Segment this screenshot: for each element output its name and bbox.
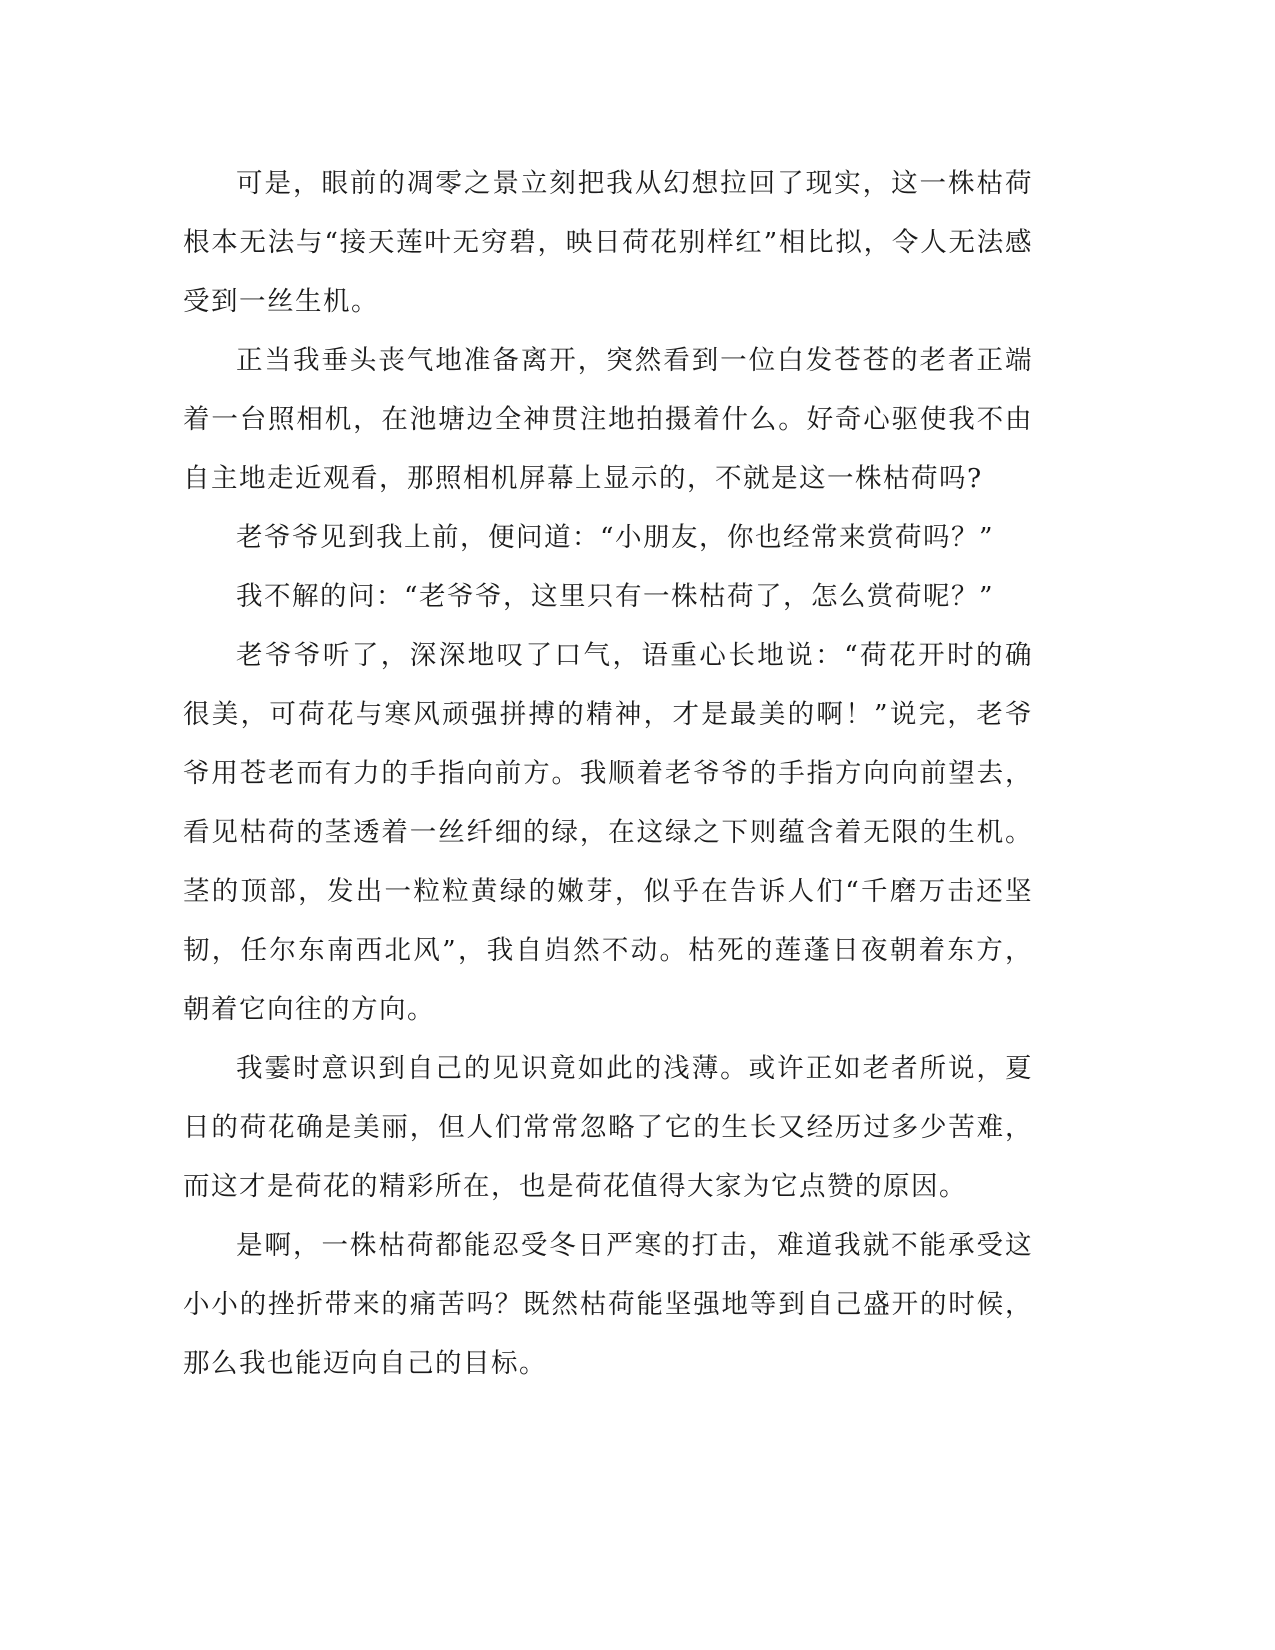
paragraph-4: 我不解的问：“老爷爷，这里只有一株枯荷了，怎么赏荷呢？” (236, 581, 995, 612)
paragraph-1: 可是，眼前的凋零之景立刻把我从幻想拉回了现实，这一株枯荷根本无法与“接天莲叶无穷碧，映日荷花别样红”相比拟，令人无法感受到一丝生机。 (183, 168, 1033, 317)
paragraph-3: 老爷爷见到我上前，便问道：“小朋友，你也经常来赏荷吗？” (236, 522, 995, 553)
paragraph-7: 是啊，一株枯荷都能忍受冬日严寒的打击，难道我就不能承受这小小的挫折带来的痛苦吗？既然枯荷能坚强地等到自己盛开的时候，那么我也能迈向自己的目标。 (183, 1230, 1033, 1379)
paragraph-6: 我霎时意识到自己的见识竟如此的浅薄。或许正如老者所说，夏日的荷花确是美丽，但人们常常忽略了它的生长又经历过多少苦难，而这才是荷花的精彩所在，也是荷花值得大家为它点赞的原因。 (183, 1053, 1033, 1202)
body-text (183, 154, 1033, 1393)
paragraph-5: 老爷爷听了，深深地叹了口气，语重心长地说：“荷花开时的确很美，可荷花与寒风顽强拼搏的精神，才是最美的啊！”说完，老爷爷用苍老而有力的手指向前方。我顺着老爷爷的手指方向向前望去，看见枯荷的茎透着一丝纤细的绿，在这绿之下则蕴含着无限的生机。茎的顶部，发出一粒粒黄绿的嫩芽，似乎在告诉人们“千磨万击还坚韧，任尔东南西北风”，我自岿然不动。枯死的莲蓬日夜朝着东方，朝着它向往的方向。 (183, 640, 1033, 1025)
paragraph-2: 正当我垂头丧气地准备离开，突然看到一位白发苍苍的老者正端着一台照相机，在池塘边全神贯注地拍摄着什么。好奇心驱使我不由自主地走近观看，那照相机屏幕上显示的，不就是这一株枯荷吗? (183, 345, 1033, 494)
